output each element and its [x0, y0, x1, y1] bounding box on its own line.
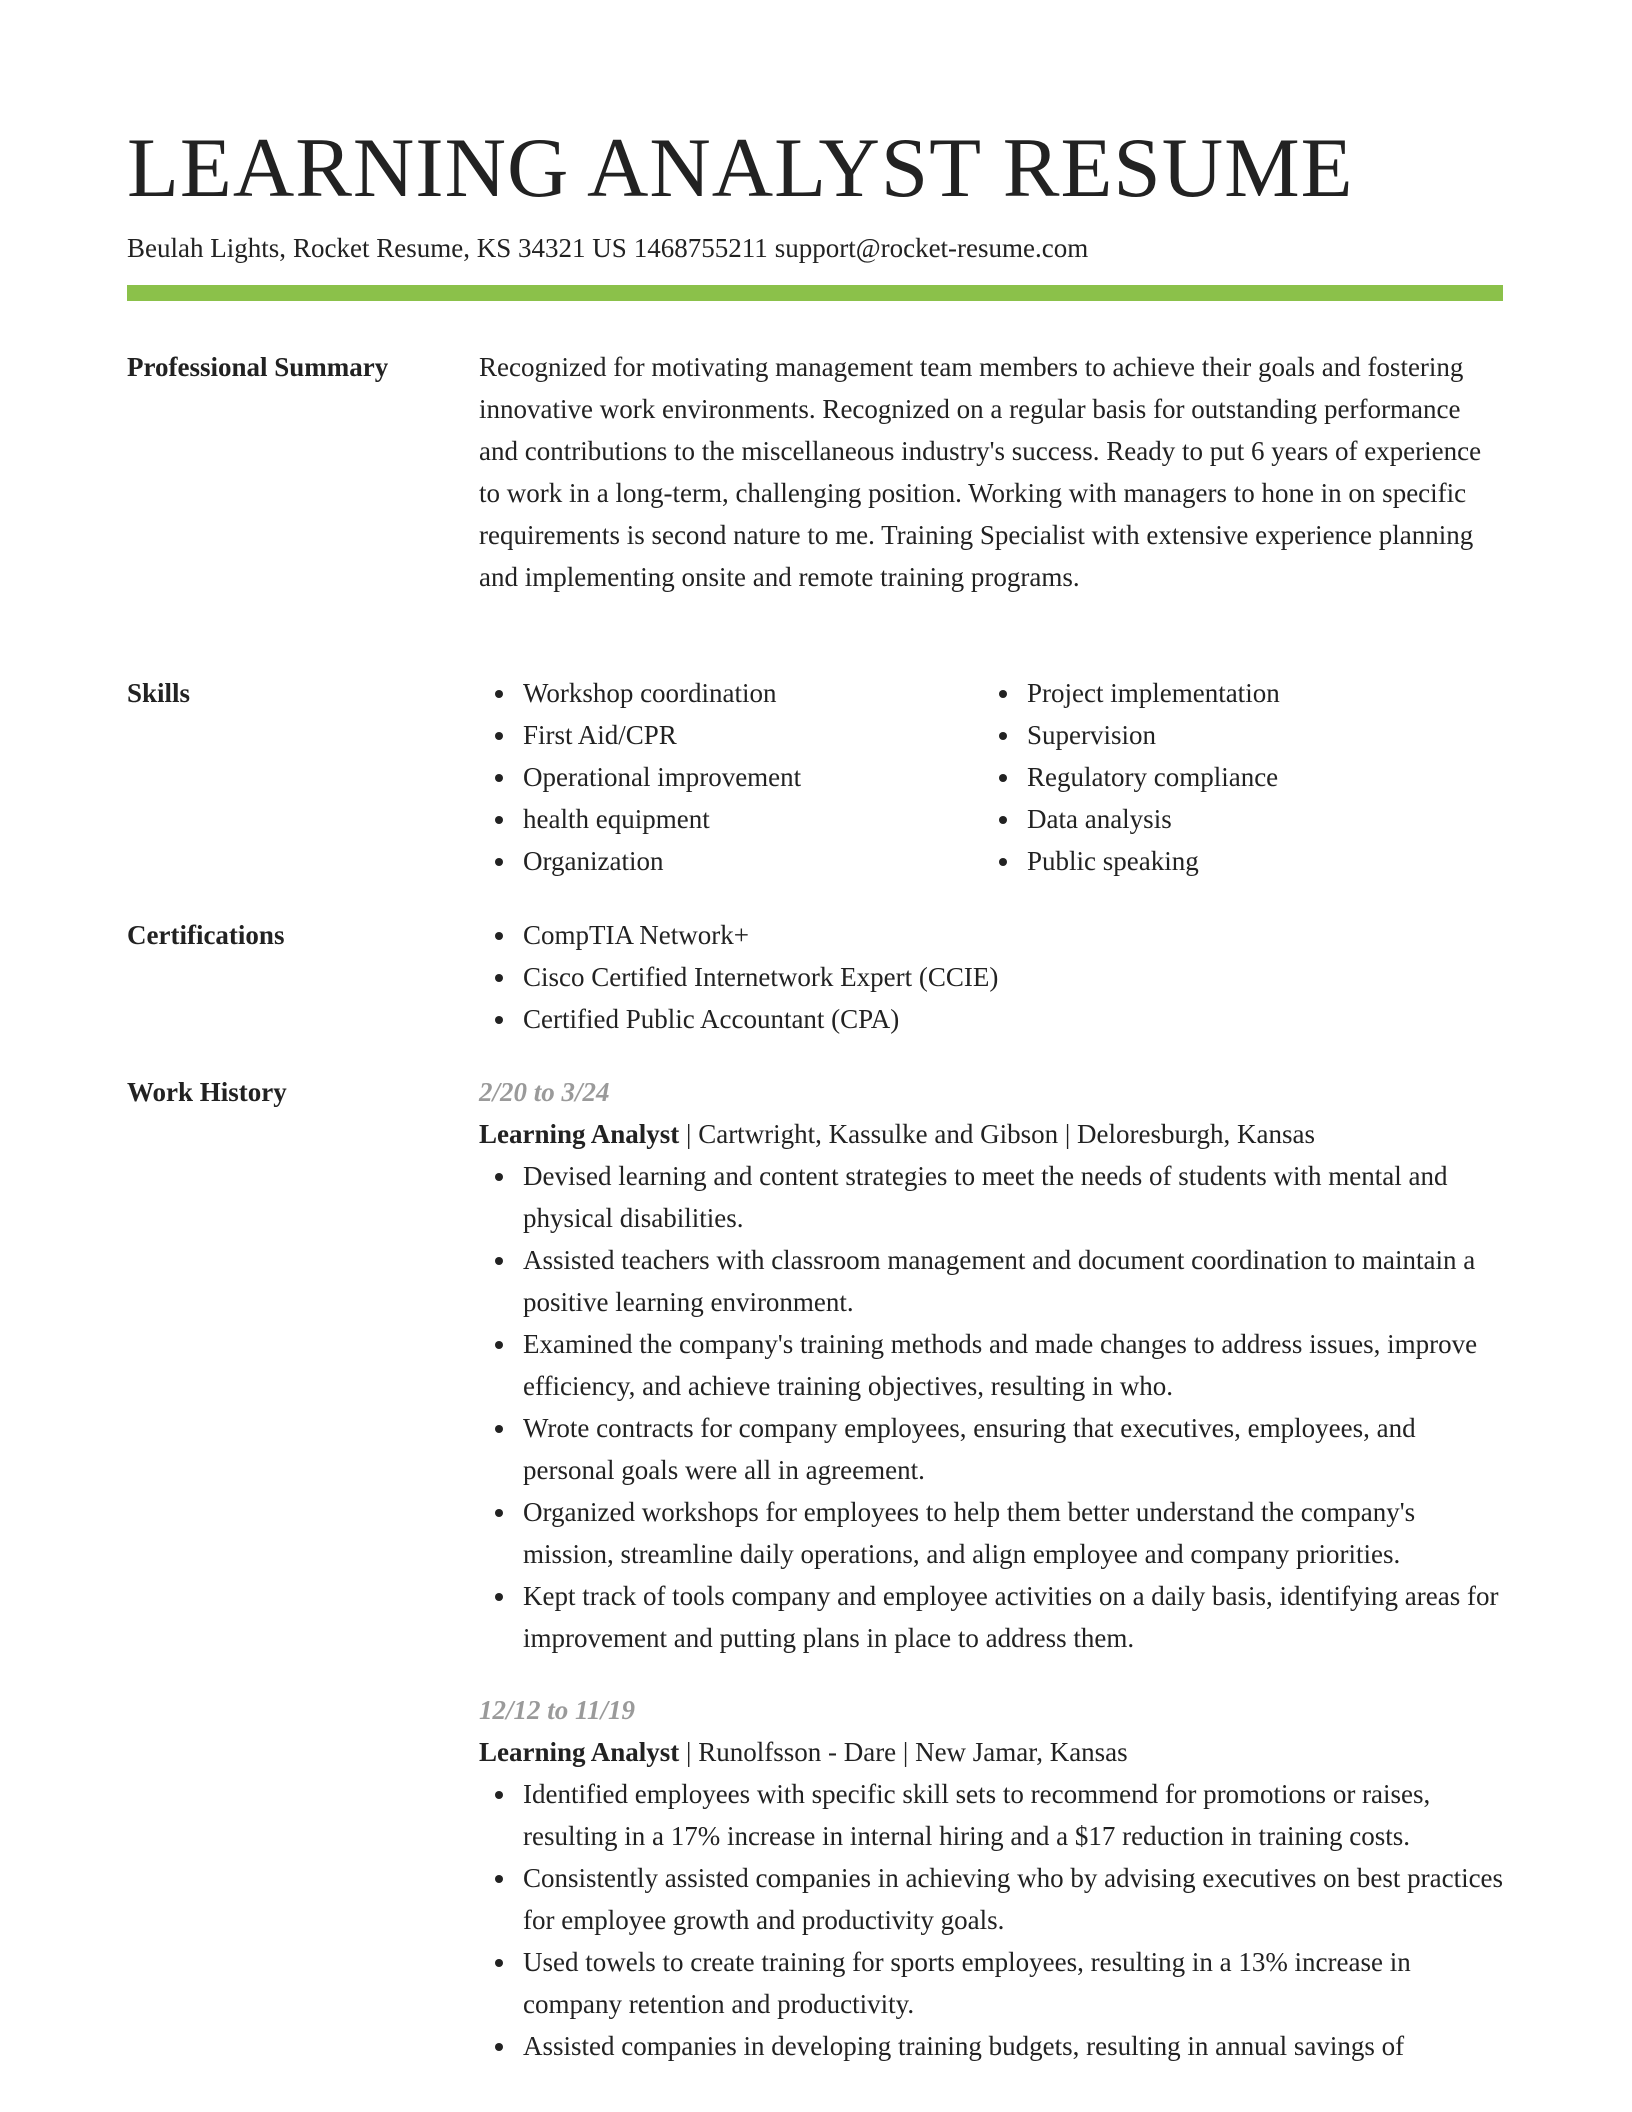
- job-details: | Cartwright, Kassulke and Gibson | Deloresburgh, Kansas: [679, 1119, 1316, 1149]
- job-bullet: Examined the company's training methods and made changes to address issues, improve efficiency, and achieve training objectives, resulting in who.: [479, 1323, 1505, 1407]
- skill-item: health equipment: [479, 798, 983, 840]
- contact-email: support@rocket-resume.com: [774, 233, 1089, 263]
- section-label-work-history: Work History: [127, 1077, 287, 1107]
- job-entry: [479, 1689, 1505, 2067]
- skill-item: Data analysis: [983, 798, 1487, 840]
- skill-item: Public speaking: [983, 840, 1487, 882]
- job-bullet: Organized workshops for employees to help them better understand the company's mission, streamline daily operations, and align employee and company priorities.: [479, 1491, 1505, 1575]
- skill-item: Workshop coordination: [479, 672, 983, 714]
- job-bullet: Wrote contracts for company employees, ensuring that executives, employees, and personal goals were all in agreement.: [479, 1407, 1505, 1491]
- job-bullet: Identified employees with specific skill sets to recommend for promotions or raises, resulting in a 17% increase in internal hiring and a $17 reduction in training costs.: [479, 1773, 1505, 1857]
- section-body-work-history: [479, 1071, 1505, 2067]
- certifications-list: [479, 914, 1505, 1040]
- job-title: Learning Analyst: [479, 1737, 680, 1767]
- section-label-certifications: Certifications: [127, 920, 285, 950]
- section-body-summary: [479, 346, 1505, 598]
- skill-item: Organization: [479, 840, 983, 882]
- job-bullet: Assisted companies in developing training budgets, resulting in annual savings of: [479, 2025, 1505, 2067]
- contact-phone: 1468755211: [633, 233, 768, 263]
- certification-item: CompTIA Network+: [479, 914, 1505, 956]
- job-bullet: Used towels to create training for sports employees, resulting in a 13% increase in company retention and productivity.: [479, 1941, 1505, 2025]
- contact-location: Rocket Resume, KS 34321 US: [292, 233, 627, 263]
- job-heading: [479, 1731, 1505, 1773]
- job-bullet: Kept track of tools company and employee activities on a daily basis, identifying areas for improvement and putting plans in place to address them.: [479, 1575, 1505, 1659]
- skill-item: Project implementation: [983, 672, 1487, 714]
- job-title: Learning Analyst: [479, 1119, 680, 1149]
- certification-item: Cisco Certified Internetwork Expert (CCIE): [479, 956, 1505, 998]
- skills-columns: [479, 672, 1505, 882]
- job-bullet: Consistently assisted companies in achieving who by advising executives on best practices for employee growth and productivity goals.: [479, 1857, 1505, 1941]
- contact-name: Beulah Lights,: [127, 233, 286, 263]
- certification-item: Certified Public Accountant (CPA): [479, 998, 1505, 1040]
- job-details: | Runolfsson - Dare | New Jamar, Kansas: [679, 1737, 1128, 1767]
- header-divider: [127, 285, 1503, 301]
- job-heading: [479, 1113, 1505, 1155]
- skill-item: Regulatory compliance: [983, 756, 1487, 798]
- job-dates: 2/20 to 3/24: [479, 1077, 610, 1107]
- job-dates: 12/12 to 11/19: [479, 1695, 636, 1725]
- job-entry: [479, 1071, 1505, 1659]
- job-bullets: [479, 1773, 1505, 2067]
- section-label-skills: Skills: [127, 678, 191, 708]
- skill-item: First Aid/CPR: [479, 714, 983, 756]
- job-bullet: Assisted teachers with classroom management and document coordination to maintain a positive learning environment.: [479, 1239, 1505, 1323]
- skill-item: Operational improvement: [479, 756, 983, 798]
- job-bullet: Devised learning and content strategies to meet the needs of students with mental and physical disabilities.: [479, 1155, 1505, 1239]
- skill-item: Supervision: [983, 714, 1487, 756]
- contact-line: [127, 230, 1088, 266]
- job-bullets: [479, 1155, 1505, 1659]
- resume-title: LEARNING ANALYST RESUME: [127, 121, 1354, 215]
- skills-list-right: [983, 672, 1487, 882]
- section-label-summary: Professional Summary: [127, 352, 389, 382]
- skills-list-left: [479, 672, 983, 882]
- summary-text: Recognized for motivating management team members to achieve their goals and fostering innovative work environments. Recognized on a regular basis for outstanding performance and contributions to the miscellaneous industry's success. Ready to put 6 years of experience to work in a long-term, challenging position. Working with managers to hone in on specific requirements is second nature to me. Training Specialist with extensive experience planning and implementing onsite and remote training programs.: [479, 352, 1482, 592]
- section-body-certifications: [479, 914, 1505, 1040]
